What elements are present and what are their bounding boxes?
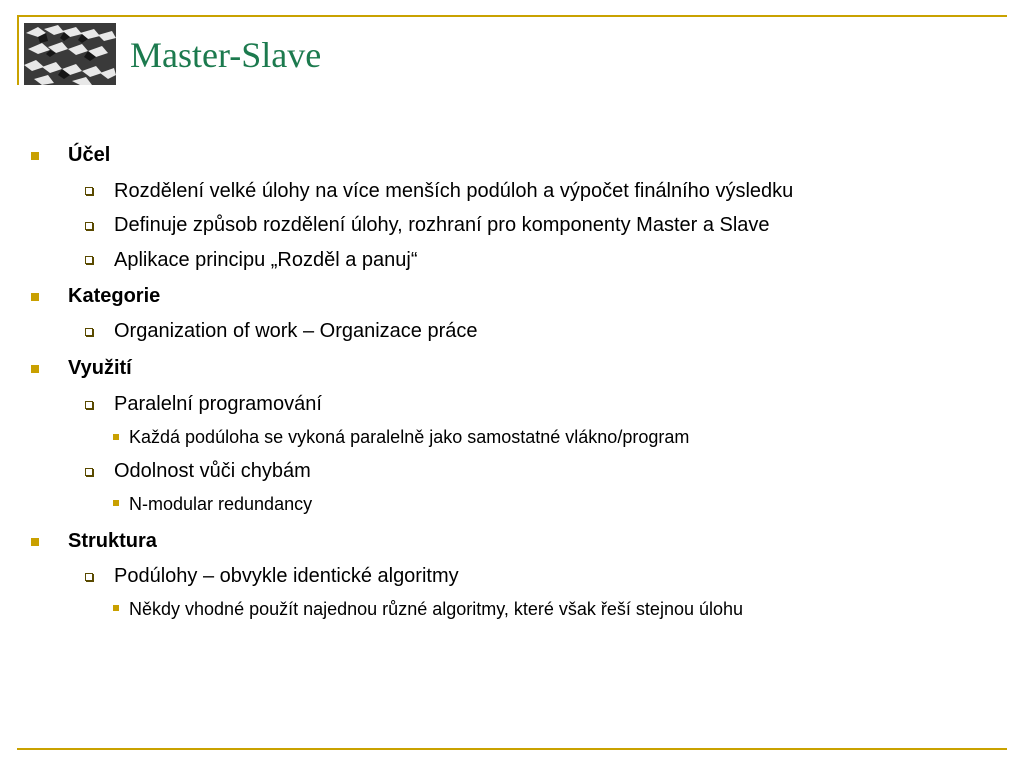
square-bullet-icon xyxy=(31,152,39,160)
list-item: Odolnost vůči chybám xyxy=(114,460,311,482)
square-bullet-icon xyxy=(113,500,119,506)
section-heading: Kategorie xyxy=(68,285,161,307)
hollow-square-bullet-icon xyxy=(85,401,93,409)
hollow-square-bullet-icon xyxy=(85,187,93,195)
sub-list-item: Každá podúloha se vykoná paralelně jako samostatné vlákno/program xyxy=(129,427,690,447)
square-bullet-icon xyxy=(31,538,39,546)
square-bullet-icon xyxy=(31,293,39,301)
sub-list-item: N-modular redundancy xyxy=(129,494,313,514)
section-heading: Využití xyxy=(68,357,132,379)
list-item: Podúlohy – obvykle identické algoritmy xyxy=(114,565,459,587)
square-bullet-icon xyxy=(31,365,39,373)
slide-title: Master-Slave xyxy=(130,35,322,75)
list-item: Aplikace principu „Rozděl a panuj“ xyxy=(114,249,418,271)
hollow-square-bullet-icon xyxy=(85,328,93,336)
section-heading: Struktura xyxy=(68,530,157,552)
list-item: Organization of work – Organizace práce xyxy=(114,320,478,342)
hollow-square-bullet-icon xyxy=(85,573,93,581)
square-bullet-icon xyxy=(113,434,119,440)
list-item: Rozdělení velké úlohy na více menších podúloh a výpočet finálního výsledku xyxy=(114,180,794,202)
hollow-square-bullet-icon xyxy=(85,468,93,476)
section-heading: Účel xyxy=(68,144,111,166)
list-item: Definuje způsob rozdělení úlohy, rozhraní pro komponenty Master a Slave xyxy=(114,214,770,236)
hollow-square-bullet-icon xyxy=(85,256,93,264)
hollow-square-bullet-icon xyxy=(85,222,93,230)
list-item: Paralelní programování xyxy=(114,393,322,415)
square-bullet-icon xyxy=(113,605,119,611)
sub-list-item: Někdy vhodné použít najednou různé algoritmy, které však řeší stejnou úlohu xyxy=(129,599,744,619)
